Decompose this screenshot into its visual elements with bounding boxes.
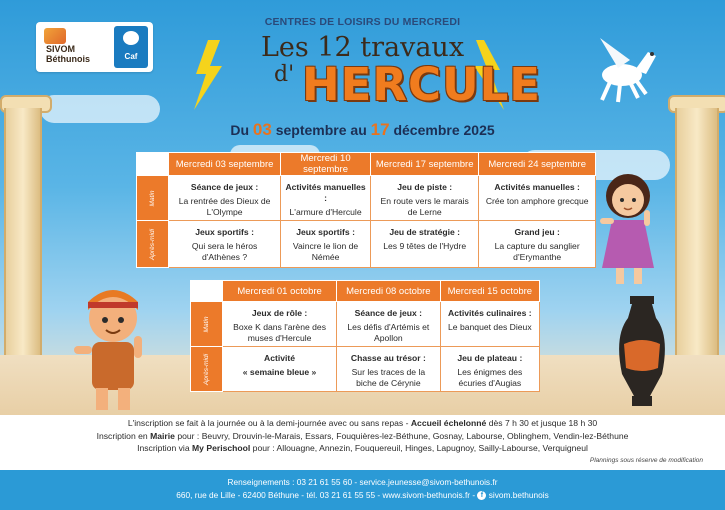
info-line-3: Inscription via My Perischool pour : Allouagne, Annezin, Fouquereuil, Hinges, Lapugnoy, Sailly-Labourse, Verquigneul bbox=[137, 443, 588, 453]
footer-address: 660, rue de Lille - 62400 Béthune - tél. 03 21 61 55 55 - www.sivom-bethunois.fr - f sivom.bethunois bbox=[176, 490, 549, 500]
activity-cell: Activités culinaires : Le banquet des Dieux bbox=[440, 302, 539, 347]
activity-cell: Grand jeu : La capture du sanglier d'Erymanthe bbox=[479, 221, 596, 268]
sivom-logo-line1: SIVOM bbox=[46, 44, 76, 54]
info-block bbox=[0, 417, 725, 455]
column-right bbox=[675, 108, 719, 358]
info-line-1: L'inscription se fait à la journée ou à la demi-journée avec ou sans repas - Accueil échelonné dès 7 h 30 et jusque 18 h 30 bbox=[127, 418, 598, 428]
date-range bbox=[0, 120, 725, 140]
activity-cell: Séance de jeux : La rentrée des Dieux de L'Olympe bbox=[169, 176, 281, 221]
amphora-icon bbox=[612, 296, 672, 408]
cloud bbox=[40, 95, 160, 123]
poster-title-hero: HERCULE bbox=[302, 58, 542, 111]
activity-cell: Jeu de plateau : Les énigmes des écuries d'Augias bbox=[440, 347, 539, 392]
activity-cell: Activités manuelles : L'armure d'Hercule bbox=[281, 176, 371, 221]
hercules-character-icon bbox=[68, 288, 163, 413]
activity-cell: Jeux sportifs : Qui sera le héros d'Athènes ? bbox=[169, 221, 281, 268]
date-start-rest: septembre au bbox=[275, 122, 367, 138]
activity-cell: Activité « semaine bleue » bbox=[223, 347, 337, 392]
table-corner bbox=[191, 281, 223, 302]
activity-cell: Chasse au trésor : Sur les traces de la biche de Cérynie bbox=[337, 347, 441, 392]
caf-logo-text: Caf bbox=[124, 52, 138, 61]
schedule-table-october bbox=[190, 280, 540, 392]
activity-cell: Jeu de piste : En route vers le marais de Lerne bbox=[371, 176, 479, 221]
poster-subtitle: CENTRES DE LOISIRS DU MERCREDI bbox=[264, 16, 461, 28]
day-header: Mercredi 03 septembre bbox=[169, 153, 281, 176]
day-header: Mercredi 10 septembre bbox=[281, 153, 371, 176]
row-label-apres-midi: Après-midi bbox=[191, 347, 223, 392]
day-header: Mercredi 17 septembre bbox=[371, 153, 479, 176]
row-label-apres-midi: Après-midi bbox=[137, 221, 169, 268]
info-line-2: Inscription en Mairie pour : Beuvry, Drouvin-le-Marais, Essars, Fouquières-lez-Béthune, Gosnay, Labourse, Oblinghem, Vendin-lez-Béthune bbox=[96, 430, 629, 441]
day-header: Mercredi 08 octobre bbox=[337, 281, 441, 302]
footer-contact[interactable]: Renseignements : 03 21 61 55 60 - service.jeunesse@sivom-bethunois.fr bbox=[227, 477, 498, 487]
table-corner bbox=[137, 153, 169, 176]
activity-cell: Jeux de rôle : Boxe K dans l'arène des muses d'Hercule bbox=[223, 302, 337, 347]
day-header: Mercredi 01 octobre bbox=[223, 281, 337, 302]
row-label-matin: Matin bbox=[191, 302, 223, 347]
sivom-logo-line2: Béthunois bbox=[46, 54, 90, 64]
row-label-matin: Matin bbox=[137, 176, 169, 221]
activity-cell: Jeux sportifs : Vaincre le lion de Némée bbox=[281, 221, 371, 268]
activity-cell: Jeu de stratégie : Les 9 têtes de l'Hydre bbox=[371, 221, 479, 268]
girl-character-icon bbox=[590, 168, 670, 288]
dates-prefix: Du bbox=[230, 122, 250, 138]
column-left bbox=[4, 108, 42, 358]
date-end-rest: décembre 2025 bbox=[393, 122, 495, 138]
schedule-table-september bbox=[136, 152, 596, 268]
facebook-icon[interactable]: f bbox=[477, 491, 486, 500]
activity-cell: Activités manuelles : Crée ton amphore grecque bbox=[479, 176, 596, 221]
poster-title: Les 12 travaux bbox=[260, 32, 465, 63]
poster-title-prefix: d' bbox=[274, 62, 295, 87]
facebook-handle[interactable]: sivom.bethunois bbox=[488, 490, 549, 500]
date-end-day: 17 bbox=[370, 120, 390, 139]
schedule-note: Plannings sous réserve de modification bbox=[589, 457, 703, 464]
activity-cell: Séance de jeux : Les défis d'Artémis et Apollon bbox=[337, 302, 441, 347]
footer bbox=[0, 470, 725, 510]
date-start-day: 03 bbox=[252, 120, 272, 139]
day-header: Mercredi 24 septembre bbox=[479, 153, 596, 176]
day-header: Mercredi 15 octobre bbox=[440, 281, 539, 302]
